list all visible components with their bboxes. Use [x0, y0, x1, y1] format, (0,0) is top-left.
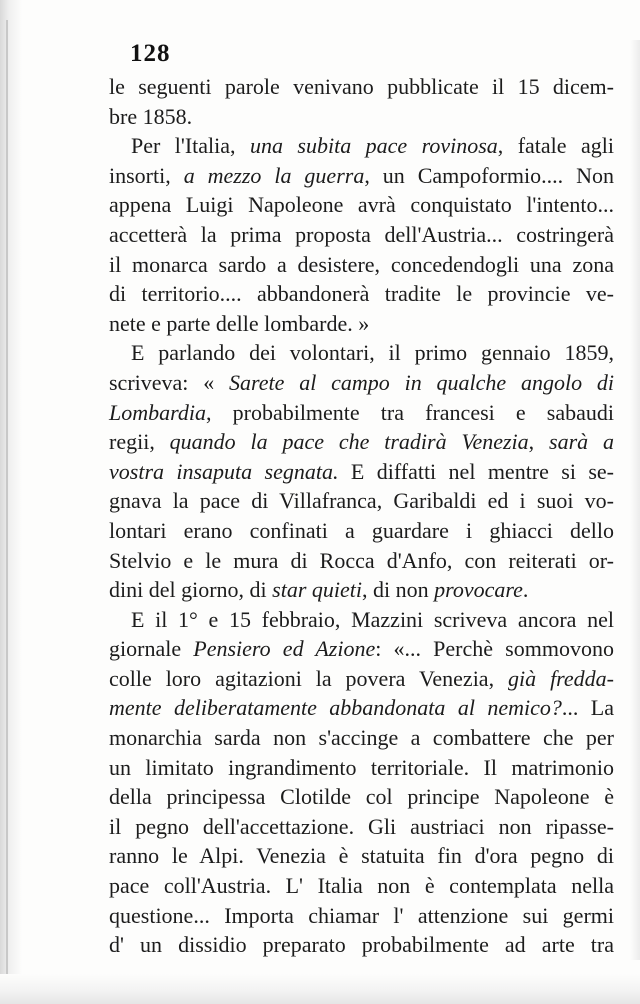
- text-segment: colle loro agitazioni la povera Venezia,: [109, 665, 509, 691]
- text-line: [109, 575, 614, 605]
- text-segment: : «... Perchè sommovono: [375, 636, 614, 662]
- italic-segment: star quieti: [272, 577, 362, 603]
- text-line: [109, 753, 614, 783]
- page-bottom-edge-shadow: [0, 974, 640, 1004]
- text-line: [109, 161, 614, 191]
- text-segment: d' un dissidio preparato probabilmente ad arte tra: [109, 932, 614, 958]
- text-segment: , di non: [362, 577, 435, 603]
- italic-segment: a mezzo la guerra: [183, 162, 365, 188]
- text-segment: regii,: [109, 429, 170, 455]
- italic-segment: Sarete al campo in qualche angolo di: [229, 369, 615, 395]
- body-text: [109, 72, 614, 960]
- text-segment: , fatale agli: [497, 133, 614, 159]
- text-line: [109, 72, 614, 102]
- text-line: [109, 782, 614, 812]
- text-segment: della principessa Clotilde col principe Napoleone è: [109, 784, 614, 810]
- text-segment: E parlando dei volontari, il primo gennaio 1859,: [131, 340, 614, 366]
- text-segment: , probabilmente tra francesi e sabaudi: [205, 399, 614, 425]
- text-segment: accetterà la prima proposta dell'Austria... costringerà: [109, 221, 614, 247]
- text-segment: lontari erano confinati a guardare i ghiacci dello: [109, 517, 614, 543]
- text-line: [109, 605, 614, 635]
- text-line: [109, 812, 614, 842]
- text-segment: Stelvio e le mura di Rocca d'Anfo, con reiterati or-: [109, 547, 614, 573]
- text-line: [109, 516, 614, 546]
- text-line: [109, 664, 614, 694]
- italic-segment: sarà a: [549, 429, 614, 455]
- text-segment: ,: [528, 429, 550, 455]
- page-right-edge-shadow: [630, 40, 640, 960]
- text-line: [109, 486, 614, 516]
- text-segment: E diffatti nel mentre si se-: [338, 458, 614, 484]
- text-segment: nete e parte delle lombarde. »: [109, 310, 370, 336]
- text-segment: insorti,: [109, 162, 184, 188]
- italic-segment: quando la pace che tradirà Venezia: [169, 429, 529, 455]
- text-segment: , un Campoformio.... Non: [364, 162, 614, 188]
- text-line: [109, 279, 614, 309]
- text-segment: ranno le Alpi. Venezia è statuita fin d'ora pegno di: [109, 843, 614, 869]
- text-segment: le seguenti parole venivano pubblicate il 15 dicem-: [109, 74, 614, 99]
- italic-segment: mente deliberatamente abbandonata al nemico?: [109, 695, 562, 721]
- text-line: [109, 457, 614, 487]
- text-line: [109, 368, 614, 398]
- text-line: [109, 546, 614, 576]
- page-number: 128: [130, 40, 171, 67]
- text-segment: un limitato ingrandimento territoriale. Il matrimonio: [109, 754, 614, 780]
- text-segment: scriveva: «: [109, 369, 230, 395]
- text-segment: dini del giorno, di: [109, 577, 273, 603]
- italic-segment: già fredda-: [508, 665, 615, 691]
- text-segment: .: [522, 577, 529, 603]
- text-segment: ... La: [561, 695, 615, 721]
- text-segment: di territorio.... abbandonerà tradite le provincie ve-: [109, 281, 614, 307]
- text-line: [109, 930, 614, 960]
- text-line: [109, 102, 614, 132]
- text-segment: pace coll'Austria. L' Italia non è contemplata nella: [109, 873, 614, 899]
- text-line: [109, 871, 614, 901]
- text-segment: E il 1° e 15 febbraio, Mazzini scriveva ancora nel: [131, 606, 614, 632]
- text-segment: monarchia sarda non s'accinge a combattere che per: [109, 725, 614, 751]
- text-segment: questione... Importa chiamar l' attenzione sui germi: [109, 902, 614, 928]
- text-line: [109, 723, 614, 753]
- text-line: [109, 634, 614, 664]
- text-line: [109, 901, 614, 931]
- italic-segment: provocare: [434, 577, 523, 603]
- page-left-edge-shadow: [0, 0, 22, 1004]
- text-line: [109, 190, 614, 220]
- text-line: [109, 220, 614, 250]
- text-line: [109, 309, 614, 339]
- italic-segment: vostra insaputa segnata.: [109, 458, 339, 484]
- text-line: [109, 427, 614, 457]
- text-segment: il pegno dell'accettazione. Gli austriaci non ripasse-: [109, 813, 614, 839]
- italic-segment: una subita pace rovinosa: [249, 133, 498, 159]
- text-segment: il monarca sardo a desistere, concedendogli una zona: [109, 251, 614, 277]
- text-line: [109, 398, 614, 428]
- text-line: [109, 131, 614, 161]
- text-line: [109, 693, 614, 723]
- binding-line: [6, 20, 8, 980]
- text-segment: giornale: [109, 636, 194, 662]
- text-segment: appena Luigi Napoleone avrà conquistato l'intento...: [109, 192, 614, 218]
- text-line: [109, 338, 614, 368]
- text-line: [109, 841, 614, 871]
- text-line: [109, 250, 614, 280]
- text-segment: gnava la pace di Villafranca, Garibaldi ed i suoi vo-: [109, 488, 614, 514]
- text-segment: Per l'Italia,: [131, 133, 250, 159]
- italic-segment: Pensiero ed Azione: [193, 636, 376, 662]
- text-segment: bre 1858.: [109, 103, 193, 129]
- italic-segment: Lombardia: [109, 399, 206, 425]
